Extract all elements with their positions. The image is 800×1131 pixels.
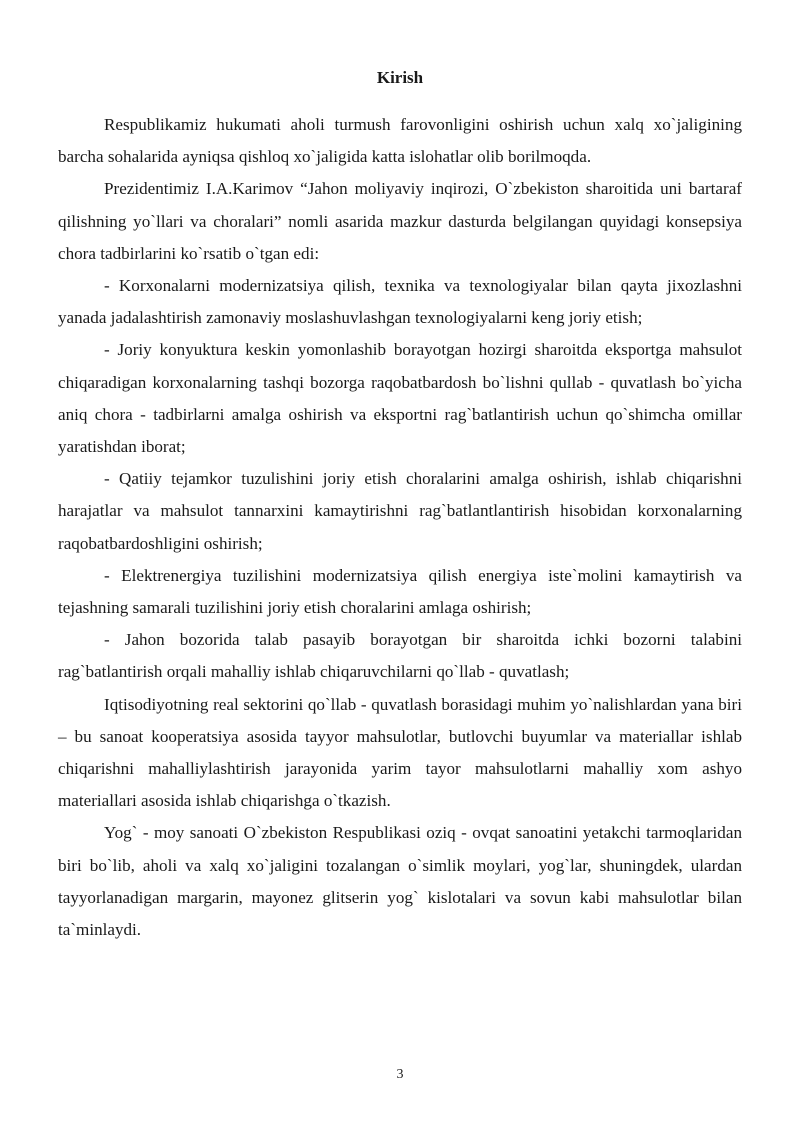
paragraph-oil-industry: Yog` - moy sanoati O`zbekiston Respublikasi oziq - ovqat sanoatini yetakchi tarmoqlaridan biri bo`lib, aholi va xalq xo`jaligini tozalangan o`simlik moylari, yog`lar, shuningdek, ulardan tayyorlanadigan margarin, mayonez glitserin yog` kislotalari va sovun kabi mahsulotlar bilan ta`minlaydi.	[58, 823, 742, 940]
list-item-energy: - Elektrenergiya tuzilishini modernizatsiya qilish energiya iste`molini kamaytirish va tejashning samarali tuzilishini joriy etish choralarini amlaga oshirish;	[58, 565, 742, 618]
paragraph-president-quote: Prezidentimiz I.A.Karimov “Jahon moliyaviy inqirozi, O`zbekiston sharoitida uni bartaraf qilishning yo`llari va choralari” nomli asarida mazkur dasturda belgilangan quyidagi konsepsiya chora tadbirlarini ko`rsatib o`tgan edi:	[58, 179, 742, 263]
paragraph-intro: Respublikamiz hukumati aholi turmush farovonligini oshirish uchun xalq xo`jaligining barcha sohalarida ayniqsa qishloq xo`jaligida katta islohatlar olib borilmoqda.	[58, 115, 742, 167]
page-title: Kirish	[376, 68, 424, 87]
list-item-domestic-market: - Jahon bozorida talab pasayib borayotgan bir sharoitda ichki bozorni talabini rag`batlantirish orqali mahalliy ishlab chiqaruvchilarni qo`llab - quvatlash;	[58, 630, 742, 682]
document-body	[58, 109, 742, 946]
paragraph-real-sector: Iqtisodiyotning real sektorini qo`llab - quvatlash borasidagi muhim yo`nalishlardan yana biri – bu sanoat kooperatsiya asosida tayyor mahsulotlar, butlovchi buyumlar va materiallar ishlab chiqarishni mahalliylashtirish jarayonida yarim tayor mahsulotlarni mahalliy xom ashyo materiallari asosida ishlab chiqarishga o`tkazish.	[58, 694, 742, 811]
page-number: 3	[396, 1067, 404, 1082]
list-item-export: - Joriy konyuktura keskin yomonlashib borayotgan hozirgi sharoitda eksportga mahsulot chiqaradigan korxonalarning tashqi bozorga raqobatbardosh bo`lishni qullab - quvatlash bo`yicha aniq chora - tadbirlarni amalga oshirish va eksportni rag`batlantirish uchun qo`shimcha omillar yaratishdan iborat;	[58, 340, 742, 457]
list-item-cost-saving: - Qatiiy tejamkor tuzulishini joriy etish choralarini amalga oshirish, ishlab chiqarishni harajatlar va mahsulot tannarxini kamaytirishni rag`batlantlantirish hisobidan korxonalarning raqobatbardoshligini oshirish;	[58, 469, 742, 553]
list-item-modernization: - Korxonalarni modernizatsiya qilish, texnika va texnologiyalar bilan qayta jixozlashni yanada jadalashtirish zamonaviy moslashuvlashgan texnologiyalarni keng joriy etish;	[58, 276, 742, 328]
